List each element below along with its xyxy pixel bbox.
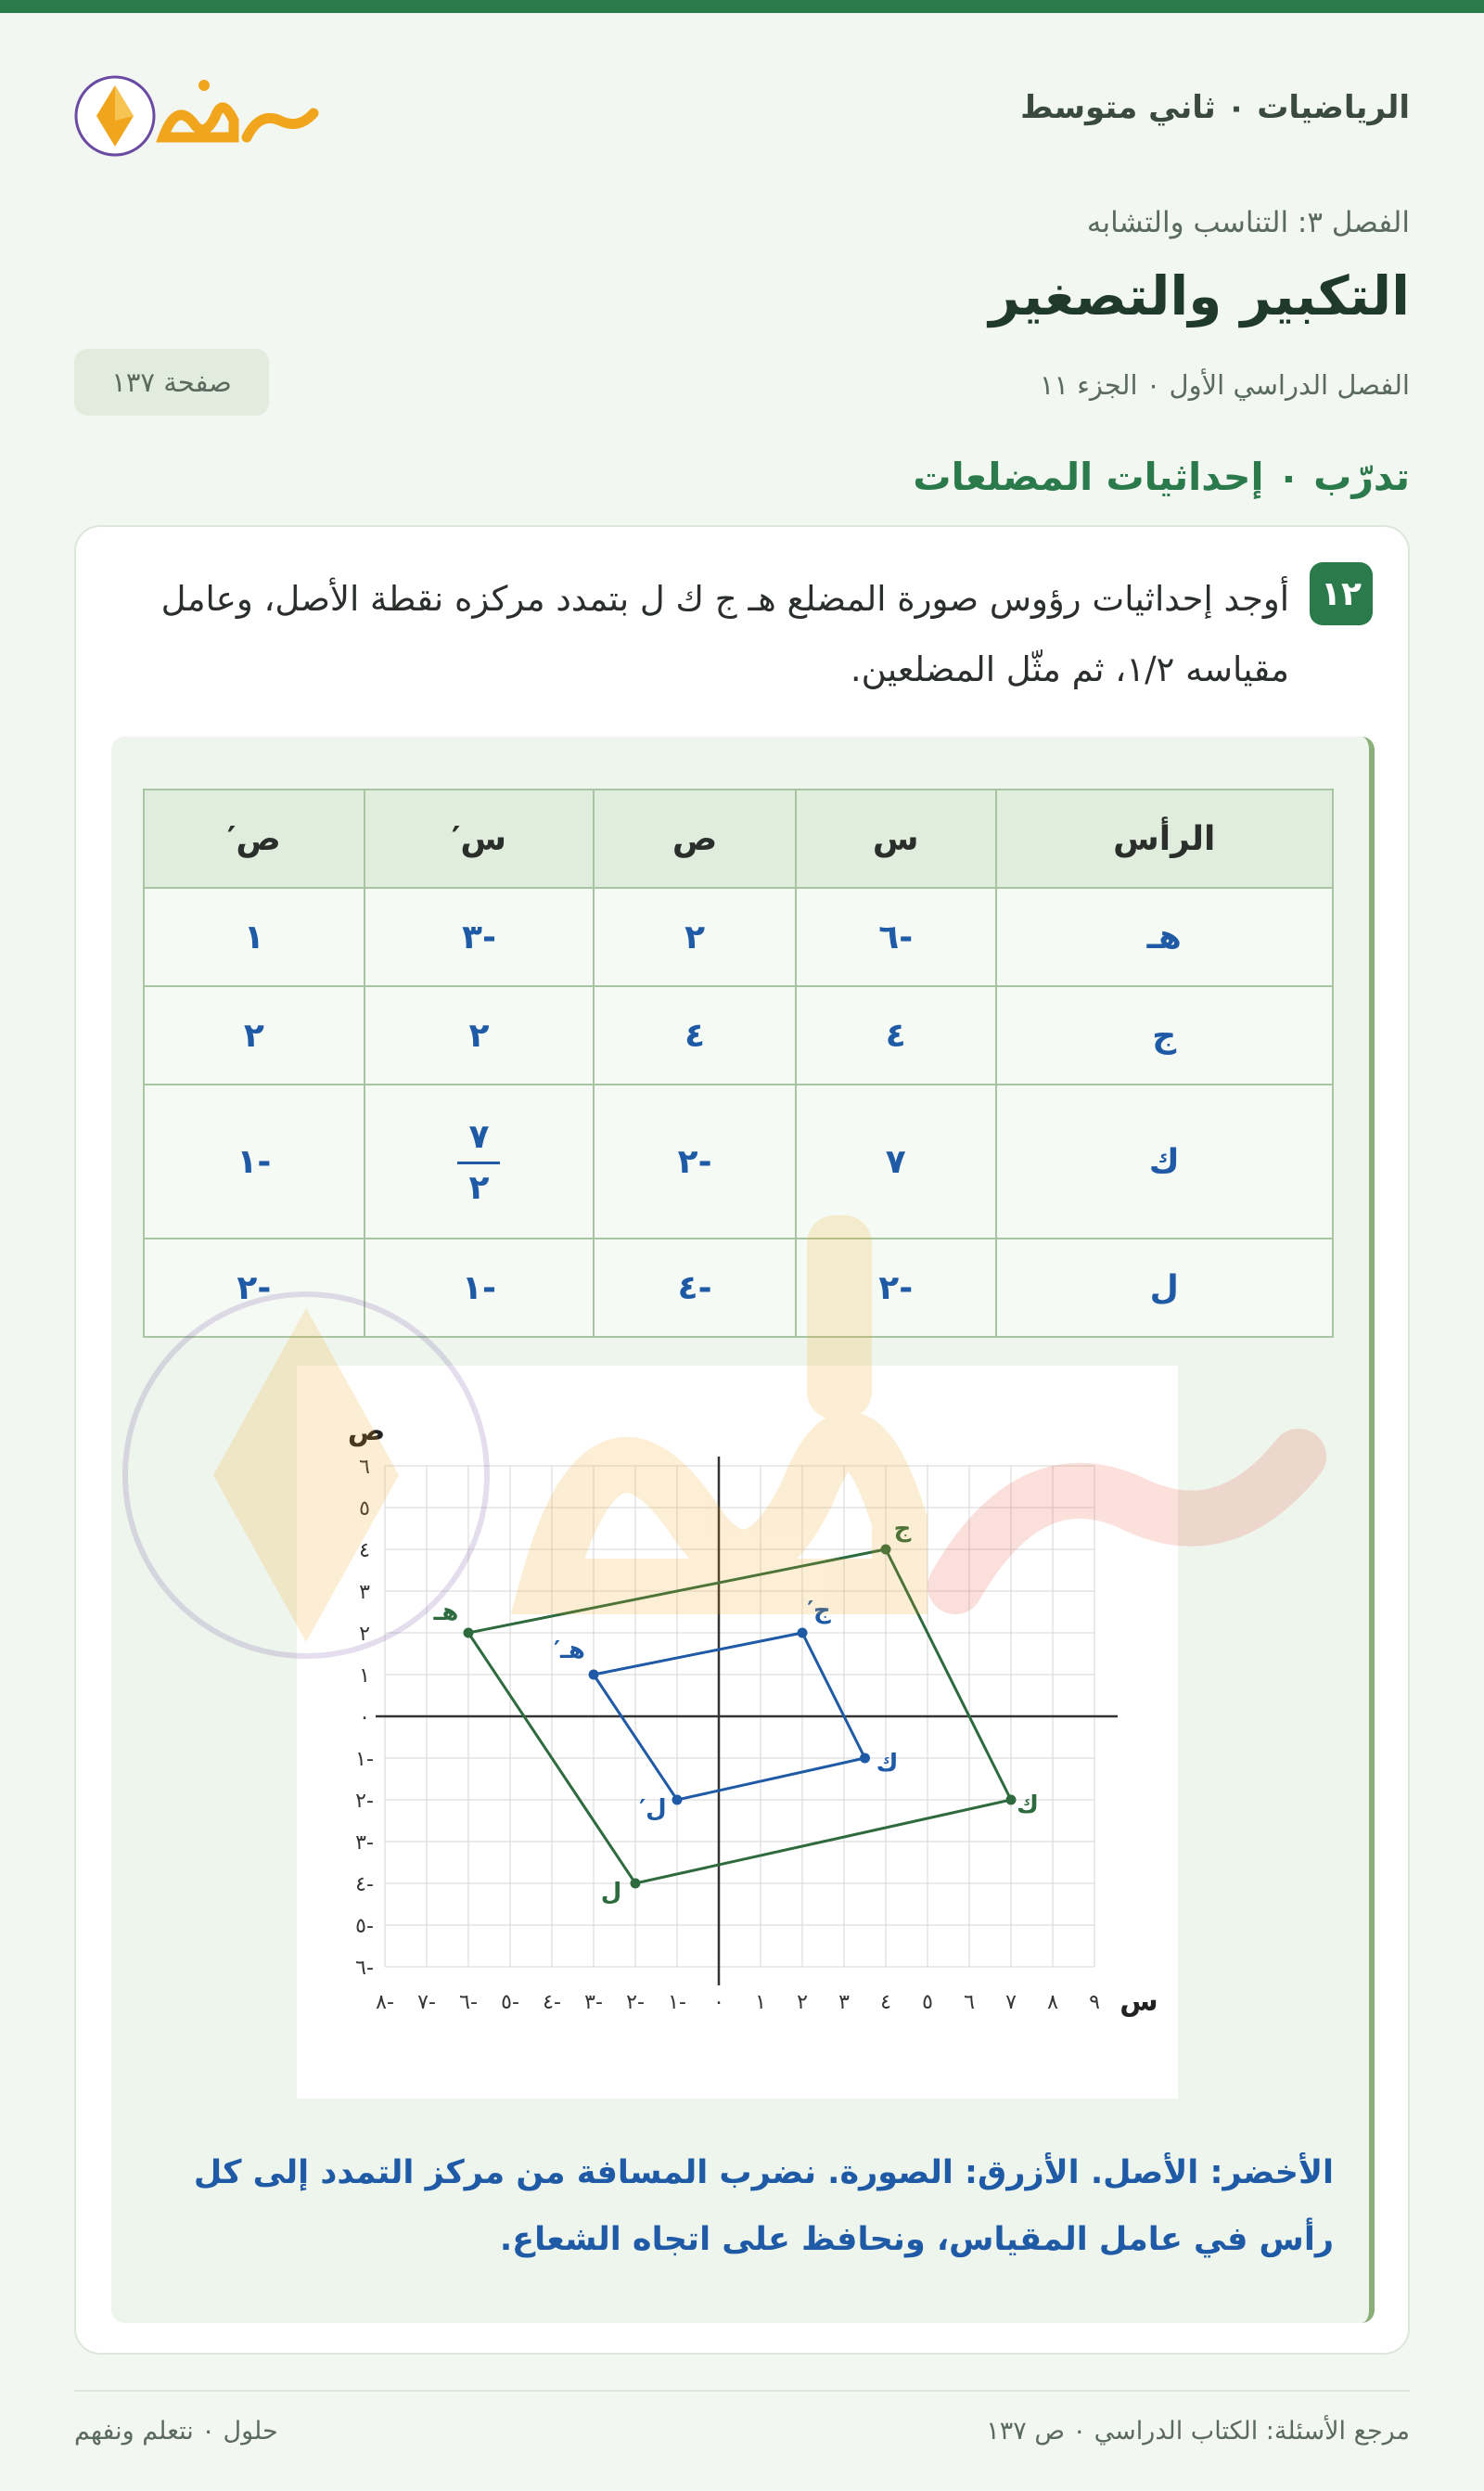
cell-x-prime-fraction: [365, 1085, 595, 1239]
original-vertex-point: [1006, 1795, 1017, 1805]
original-vertex-label: ل: [600, 1879, 622, 1907]
x-tick-label: -٣: [584, 1991, 603, 2014]
coordinates-table: [143, 789, 1334, 1338]
original-vertex-label: ك: [1017, 1791, 1039, 1819]
cell-x-prime: -١: [365, 1239, 595, 1337]
header-x-prime: س′: [365, 790, 595, 888]
page-number-badge: صفحة ١٣٧: [74, 349, 269, 416]
footer-reference: مرجع الأسئلة: الكتاب الدراسي ٠ ص ١٣٧: [986, 2417, 1410, 2446]
cell-vertex: ك: [996, 1085, 1333, 1239]
question-text: أوجد إحداثيات رؤوس صورة المضلع هـ ج ك ل بتمدد مركزه نقطة الأصل، وعامل مقياسه ١/٢، ثم مثّل المضلعين.: [160, 579, 1289, 689]
image-vertex-point: [589, 1670, 599, 1680]
x-tick-label: ٨: [1047, 1991, 1058, 2014]
lesson-title: التكبير والتصغير: [989, 264, 1410, 327]
y-tick-label: ٢: [359, 1623, 370, 1646]
x-tick-label: ٢: [797, 1991, 808, 2014]
y-tick-label: -٢: [355, 1790, 374, 1813]
original-vertex-point: [631, 1879, 641, 1889]
y-tick-label: -٤: [355, 1873, 374, 1896]
footer-tagline: حلول ٠ نتعلم ونفهم: [74, 2417, 278, 2446]
y-tick-label: ٥: [359, 1497, 370, 1521]
x-axis-label: س: [1119, 1985, 1158, 2018]
original-vertex-point: [881, 1545, 891, 1555]
subject-label: الرياضيات ٠ ثاني متوسط: [1020, 89, 1410, 126]
original-vertex-label: ج: [893, 1515, 912, 1543]
fraction-denominator: ٢: [468, 1169, 490, 1207]
answer-panel: [111, 737, 1375, 2323]
x-tick-label: ٥: [922, 1991, 933, 2014]
image-vertex-point: [798, 1628, 808, 1638]
cell-y-prime: ٢: [144, 986, 365, 1085]
y-tick-label: -٦: [355, 1957, 374, 1980]
x-tick-label: -٨: [376, 1991, 394, 2014]
y-tick-label: -١: [355, 1748, 374, 1771]
header-y: ص: [594, 790, 796, 888]
cell-x: ٤: [796, 986, 996, 1085]
image-vertex-label: ل′: [639, 1795, 667, 1823]
cell-y: -٤: [594, 1239, 796, 1337]
x-tick-label: -٧: [417, 1991, 436, 2014]
image-vertex-point: [860, 1753, 870, 1764]
image-vertex-label: ج′: [807, 1597, 831, 1624]
coordinate-graph: [297, 1366, 1178, 2099]
table-row: [144, 986, 1333, 1085]
fraction: [457, 1118, 500, 1207]
header-x: س: [796, 790, 996, 888]
y-axis-label: ص: [347, 1415, 386, 1447]
y-tick-label: ٠: [359, 1706, 370, 1729]
original-vertex-point: [464, 1628, 474, 1638]
fraction-numerator: ٧: [457, 1121, 500, 1164]
cell-x-prime: ٢: [365, 986, 595, 1085]
image-vertex-label: هـ′: [554, 1637, 585, 1664]
cell-x: ٧: [796, 1085, 996, 1239]
semester-label: الفصل الدراسي الأول ٠ الجزء ١١: [1039, 369, 1410, 401]
x-tick-label: ٤: [880, 1991, 891, 2014]
table-row: [144, 888, 1333, 986]
image-vertex-label: ك: [876, 1750, 899, 1778]
chapter-title: الفصل ٣: التناسب والتشابه: [1086, 206, 1410, 239]
cell-y-prime: -٢: [144, 1239, 365, 1337]
top-accent-bar: [0, 0, 1484, 13]
cell-y-prime: -١: [144, 1085, 365, 1239]
cell-y: ٢: [594, 888, 796, 986]
table-header-row: [144, 790, 1333, 888]
answer-explanation: الأخضر: الأصل. الأزرق: الصورة. نضرب المسافة من مركز التمدد إلى كل رأس في عامل المقياس، ونحافظ على اتجاه الشعاع.: [193, 2154, 1334, 2258]
page-header: [74, 65, 1410, 167]
cell-x: -٢: [796, 1239, 996, 1337]
cell-x: -٦: [796, 888, 996, 986]
y-tick-label: -٣: [355, 1831, 374, 1855]
header-vertex: الرأس: [996, 790, 1333, 888]
question-number-badge: ١٢: [1310, 562, 1373, 625]
y-tick-label: ٦: [359, 1456, 370, 1479]
section-title: تدرّب ٠ إحداثيات المضلعات: [913, 455, 1410, 499]
cell-y: -٢: [594, 1085, 796, 1239]
table-row: [144, 1239, 1333, 1337]
x-tick-label: ٧: [1005, 1991, 1017, 2014]
y-tick-label: ٤: [359, 1539, 370, 1562]
x-tick-label: -٢: [626, 1991, 645, 2014]
x-tick-label: -٤: [543, 1991, 561, 2014]
x-tick-label: ١: [755, 1991, 766, 2014]
cell-vertex: هـ: [996, 888, 1333, 986]
cell-vertex: ل: [996, 1239, 1333, 1337]
x-tick-label: -١: [668, 1991, 686, 2014]
x-tick-label: ٠: [713, 1991, 724, 2014]
y-tick-label: ١: [359, 1664, 370, 1688]
table-row: [144, 1085, 1333, 1239]
x-tick-label: ٦: [964, 1991, 975, 2014]
x-tick-label: -٥: [501, 1991, 519, 2014]
x-tick-label: ٩: [1089, 1991, 1100, 2014]
footer-divider: [74, 2390, 1410, 2392]
cell-x-prime: -٣: [365, 888, 595, 986]
image-vertex-point: [672, 1795, 683, 1805]
original-vertex-label: هـ: [433, 1599, 459, 1626]
x-tick-label: -٦: [459, 1991, 478, 2014]
x-tick-label: ٣: [838, 1991, 850, 2014]
cell-vertex: ج: [996, 986, 1333, 1085]
hulul-logo[interactable]: [74, 65, 334, 167]
y-tick-label: -٥: [355, 1915, 374, 1938]
cell-y: ٤: [594, 986, 796, 1085]
graph-svg: [297, 1366, 1178, 2099]
cell-y-prime: ١: [144, 888, 365, 986]
header-y-prime: ص′: [144, 790, 365, 888]
y-tick-label: ٣: [359, 1581, 370, 1604]
question-card: [74, 525, 1410, 2355]
